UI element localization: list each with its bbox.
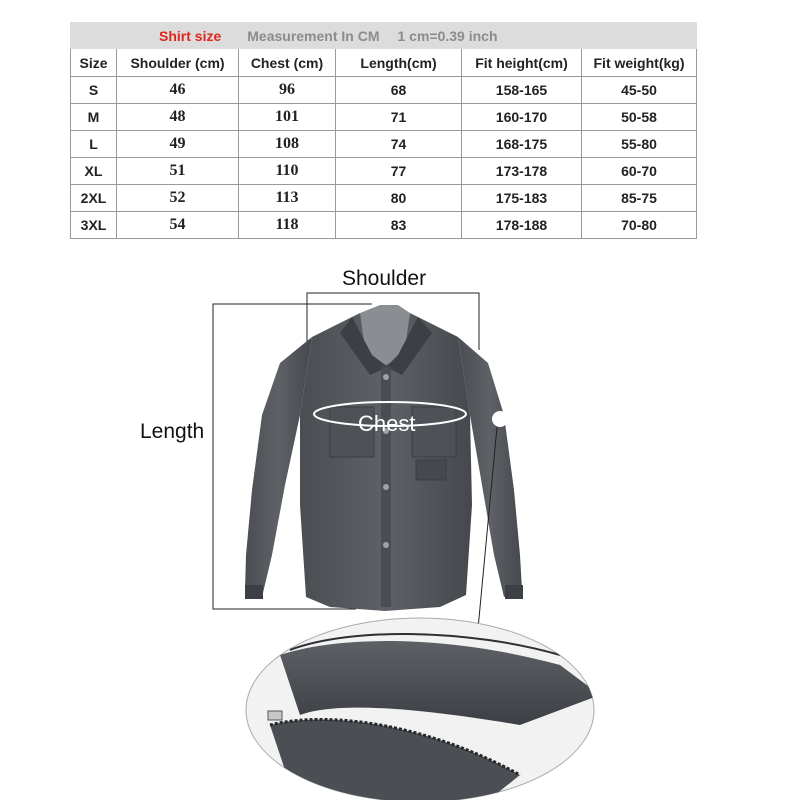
cell-fit-height: 158-165 bbox=[462, 77, 582, 104]
cell-size: XL bbox=[71, 158, 117, 185]
cell-length: 80 bbox=[336, 185, 462, 212]
cell-size: S bbox=[71, 77, 117, 104]
table-row bbox=[71, 77, 697, 104]
cell-length: 77 bbox=[336, 158, 462, 185]
cell-size: 3XL bbox=[71, 212, 117, 239]
table-row bbox=[71, 131, 697, 158]
cell-fit-weight: 60-70 bbox=[582, 158, 697, 185]
cell-length: 74 bbox=[336, 131, 462, 158]
cell-chest: 118 bbox=[239, 212, 336, 239]
cell-size: L bbox=[71, 131, 117, 158]
cell-fit-weight: 55-80 bbox=[582, 131, 697, 158]
cell-shoulder: 51 bbox=[117, 158, 239, 185]
header-size: Size bbox=[71, 49, 117, 77]
table-row bbox=[71, 212, 697, 239]
measurement-unit-note: Measurement In CM bbox=[247, 27, 380, 44]
right-pocket bbox=[412, 407, 456, 457]
shirt-illustration bbox=[0, 255, 800, 800]
cell-fit-height: 160-170 bbox=[462, 104, 582, 131]
cell-chest: 110 bbox=[239, 158, 336, 185]
sleeve-detail-marker bbox=[492, 411, 508, 427]
cell-shoulder: 48 bbox=[117, 104, 239, 131]
cell-fit-height: 173-178 bbox=[462, 158, 582, 185]
cell-chest: 108 bbox=[239, 131, 336, 158]
length-label: Length bbox=[140, 420, 205, 443]
cell-chest: 96 bbox=[239, 77, 336, 104]
cell-size: 2XL bbox=[71, 185, 117, 212]
shirt-size-title: Shirt size bbox=[159, 27, 222, 44]
header-fit-height: Fit height(cm) bbox=[462, 49, 582, 77]
zip-sleeve-detail bbox=[246, 618, 600, 800]
shoulder-label: Shoulder bbox=[342, 267, 427, 290]
cell-chest: 101 bbox=[239, 104, 336, 131]
chest-label: Chest bbox=[358, 411, 416, 436]
size-chart-table bbox=[70, 22, 697, 239]
cm-inch-conversion: 1 cm=0.39 inch bbox=[397, 27, 498, 44]
cell-shoulder: 52 bbox=[117, 185, 239, 212]
cell-length: 71 bbox=[336, 104, 462, 131]
header-fit-weight: Fit weight(kg) bbox=[582, 49, 697, 77]
cell-fit-weight: 45-50 bbox=[582, 77, 697, 104]
cell-chest: 113 bbox=[239, 185, 336, 212]
cell-size: M bbox=[71, 104, 117, 131]
cell-length: 68 bbox=[336, 77, 462, 104]
table-row bbox=[71, 104, 697, 131]
cell-length: 83 bbox=[336, 212, 462, 239]
cell-fit-weight: 70-80 bbox=[582, 212, 697, 239]
measurement-diagram bbox=[0, 255, 800, 800]
cell-shoulder: 54 bbox=[117, 212, 239, 239]
header-length: Length(cm) bbox=[336, 49, 462, 77]
cell-fit-height: 168-175 bbox=[462, 131, 582, 158]
cell-fit-weight: 50-58 bbox=[582, 104, 697, 131]
cell-fit-height: 175-183 bbox=[462, 185, 582, 212]
table-row bbox=[71, 185, 697, 212]
cell-shoulder: 49 bbox=[117, 131, 239, 158]
header-chest: Chest (cm) bbox=[239, 49, 336, 77]
header-shoulder: Shoulder (cm) bbox=[117, 49, 239, 77]
table-header-row bbox=[71, 49, 697, 77]
cell-shoulder: 46 bbox=[117, 77, 239, 104]
cell-fit-weight: 85-75 bbox=[582, 185, 697, 212]
table-row bbox=[71, 158, 697, 185]
cell-fit-height: 178-188 bbox=[462, 212, 582, 239]
table-title-row bbox=[71, 23, 697, 49]
